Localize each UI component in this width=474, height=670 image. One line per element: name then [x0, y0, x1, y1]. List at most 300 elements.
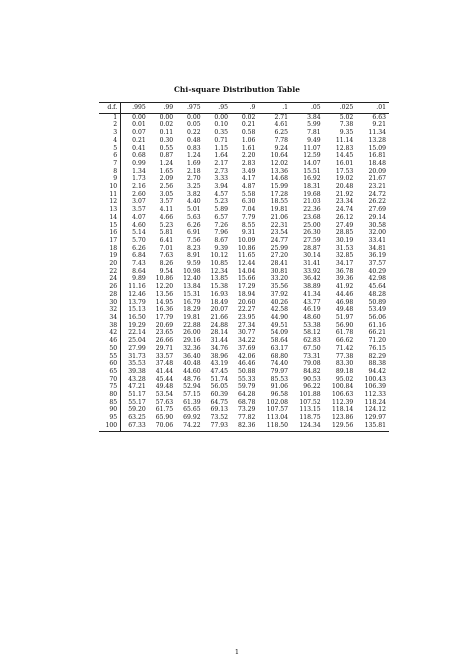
value-cell: 39.36: [335, 275, 354, 283]
column-header-prob: .01: [356, 103, 389, 114]
value-cell: 5.23: [214, 198, 228, 206]
value-cell: 20.69: [155, 321, 174, 329]
df-cell: 65: [99, 368, 121, 376]
value-cell: 3.57: [132, 206, 146, 214]
value-cell: 27.69: [368, 206, 386, 214]
value-cell: 12.46: [128, 290, 146, 298]
column-header-prob: .9: [231, 103, 258, 114]
value-cell: 15.31: [183, 290, 201, 298]
value-cell: 16.50: [128, 313, 146, 321]
value-cell: 47.21: [128, 383, 146, 391]
value-cell: 91.06: [270, 383, 289, 391]
value-cell: 1.34: [132, 167, 146, 175]
value-cell: 40.26: [270, 298, 289, 306]
value-cell: 28.85: [335, 229, 354, 237]
value-cell: 107.57: [266, 406, 289, 414]
value-cell: 2.18: [187, 167, 201, 175]
value-cell: 94.42: [368, 367, 386, 375]
value-cell: 5.70: [132, 236, 146, 244]
df-cell: 60: [99, 360, 121, 368]
value-cell: 79.97: [270, 367, 289, 375]
value-cell: 7.81: [307, 129, 321, 137]
df-cell: 15: [99, 222, 121, 230]
value-cell: 0.30: [159, 136, 174, 144]
value-cell: 10.09: [237, 236, 256, 244]
table-row: [99, 113, 389, 121]
value-cell: 59.79: [237, 383, 256, 391]
value-cell: 36.78: [335, 267, 354, 275]
value-cell: 26.00: [183, 329, 201, 337]
value-cell: 18.31: [303, 183, 321, 191]
value-cell: 9.35: [339, 129, 354, 137]
value-cell: 62.83: [303, 337, 321, 345]
table-row: [99, 360, 389, 368]
value-cell: 76.15: [368, 344, 386, 352]
value-cell: 30.19: [335, 236, 354, 244]
table-row: [99, 353, 389, 361]
df-cell: 42: [99, 329, 121, 337]
df-cell: 46: [99, 337, 121, 345]
value-cell: 42.98: [368, 275, 386, 283]
value-cell: 36.40: [183, 352, 201, 360]
value-cell: 73.29: [237, 406, 256, 414]
value-cell: 0.02: [159, 121, 174, 129]
value-cell: 37.57: [368, 260, 386, 268]
value-cell: 32.85: [335, 252, 354, 260]
value-cell: 6.84: [132, 252, 146, 260]
value-cell: 5.99: [307, 121, 321, 129]
df-cell: 55: [99, 353, 121, 361]
value-cell: 17.28: [270, 190, 289, 198]
value-cell: 18.29: [183, 306, 201, 314]
value-cell: 21.92: [335, 190, 354, 198]
table-row: [99, 283, 389, 291]
value-cell: 6.26: [132, 244, 146, 252]
table-row: [99, 337, 389, 345]
value-cell: 55.33: [237, 375, 256, 383]
page-number: 1: [234, 648, 240, 656]
value-cell: 36.19: [368, 252, 386, 260]
value-cell: 41.34: [303, 290, 321, 298]
value-cell: 0.00: [132, 113, 146, 121]
column-header-df: d.f.: [99, 103, 121, 114]
value-cell: 4.60: [132, 221, 146, 229]
value-cell: 40.48: [183, 360, 201, 368]
value-cell: 9.59: [187, 260, 201, 268]
value-cell: 22.14: [128, 329, 146, 337]
value-cell: 41.44: [155, 367, 174, 375]
value-cell: 11.07: [303, 144, 321, 152]
df-cell: 24: [99, 275, 121, 283]
value-cell: 31.41: [303, 260, 321, 268]
value-cell: 44.60: [183, 367, 201, 375]
value-cell: 4.11: [159, 206, 174, 214]
value-cell: 45.64: [368, 283, 386, 291]
value-cell: 10.64: [270, 152, 289, 160]
value-cell: 14.68: [270, 175, 289, 183]
table-row: [99, 160, 389, 168]
value-cell: 89.18: [335, 367, 354, 375]
value-cell: 0.11: [159, 129, 174, 137]
value-cell: 58.12: [303, 329, 321, 337]
value-cell: 13.56: [155, 290, 174, 298]
table-row: [99, 214, 389, 222]
value-cell: 96.22: [303, 383, 321, 391]
value-cell: 16.01: [335, 159, 354, 167]
value-cell: 82.29: [368, 352, 386, 360]
value-cell: 20.48: [335, 183, 354, 191]
table-body: [99, 113, 389, 431]
value-cell: 63.25: [128, 414, 146, 422]
value-cell: 124.34: [291, 422, 324, 431]
value-cell: 61.78: [335, 329, 354, 337]
value-cell: 3.84: [307, 113, 321, 121]
value-cell: 19.81: [183, 313, 201, 321]
value-cell: 43.77: [303, 298, 321, 306]
value-cell: 49.48: [335, 306, 354, 314]
value-cell: 8.55: [241, 221, 256, 229]
value-cell: 16.79: [183, 298, 201, 306]
df-cell: 32: [99, 306, 121, 314]
value-cell: 30.14: [303, 252, 321, 260]
table-row: [99, 175, 389, 183]
value-cell: 0.48: [187, 136, 201, 144]
value-cell: 1.24: [159, 159, 174, 167]
value-cell: 4.57: [214, 190, 228, 198]
value-cell: 2.56: [159, 183, 174, 191]
value-cell: 106.39: [364, 383, 386, 391]
value-cell: 34.81: [368, 244, 386, 252]
value-cell: 4.66: [159, 213, 174, 221]
df-cell: 30: [99, 299, 121, 307]
df-cell: 12: [99, 198, 121, 206]
value-cell: 83.30: [335, 360, 354, 368]
value-cell: 10.98: [183, 267, 201, 275]
value-cell: 5.89: [214, 206, 228, 214]
value-cell: 84.82: [303, 367, 321, 375]
value-cell: 16.36: [155, 306, 174, 314]
value-cell: 85.53: [270, 375, 289, 383]
value-cell: 3.25: [187, 183, 201, 191]
df-cell: 22: [99, 268, 121, 276]
value-cell: 68.80: [270, 352, 289, 360]
value-cell: 5.01: [187, 206, 201, 214]
value-cell: 6.63: [372, 113, 386, 121]
value-cell: 112.33: [364, 391, 386, 399]
value-cell: 69.92: [183, 414, 201, 422]
value-cell: 0.55: [159, 144, 174, 152]
value-cell: 82.36: [231, 422, 258, 431]
value-cell: 31.73: [128, 352, 146, 360]
df-cell: 17: [99, 237, 121, 245]
value-cell: 54.09: [270, 329, 289, 337]
value-cell: 33.20: [270, 275, 289, 283]
value-cell: 6.57: [214, 213, 228, 221]
df-cell: 80: [99, 391, 121, 399]
value-cell: 0.02: [241, 113, 256, 121]
table-row: [99, 368, 389, 376]
value-cell: 77.93: [204, 422, 231, 431]
value-cell: 7.26: [214, 221, 228, 229]
value-cell: 18.49: [210, 298, 228, 306]
table-row: [99, 198, 389, 206]
value-cell: 65.65: [183, 406, 201, 414]
value-cell: 8.67: [214, 236, 228, 244]
value-cell: 53.54: [155, 391, 174, 399]
value-cell: 2.60: [132, 190, 146, 198]
table-row: [99, 183, 389, 191]
table-row: [99, 414, 389, 422]
table-row: [99, 291, 389, 299]
value-cell: 53.49: [368, 306, 386, 314]
value-cell: 11.34: [368, 129, 386, 137]
column-header-prob: .99: [149, 103, 176, 114]
value-cell: 77.38: [335, 352, 354, 360]
value-cell: 50.88: [237, 367, 256, 375]
value-cell: 5.23: [159, 221, 174, 229]
value-cell: 0.71: [214, 136, 228, 144]
value-cell: 11.14: [335, 136, 354, 144]
value-cell: 35.56: [270, 283, 289, 291]
value-cell: 5.14: [132, 229, 146, 237]
value-cell: 3.82: [187, 190, 201, 198]
value-cell: 102.08: [266, 398, 289, 406]
value-cell: 51.74: [210, 375, 228, 383]
value-cell: 15.51: [303, 167, 321, 175]
table-row: [99, 345, 389, 353]
value-cell: 34.22: [237, 337, 256, 345]
value-cell: 6.30: [241, 198, 256, 206]
value-cell: 0.01: [132, 121, 146, 129]
value-cell: 107.52: [299, 398, 321, 406]
value-cell: 12.34: [210, 267, 228, 275]
value-cell: 7.56: [187, 236, 201, 244]
value-cell: 7.04: [241, 206, 256, 214]
value-cell: 41.92: [335, 283, 354, 291]
value-cell: 22.88: [183, 321, 201, 329]
value-cell: 10.12: [210, 252, 228, 260]
value-cell: 22.27: [237, 306, 256, 314]
value-cell: 118.14: [331, 406, 354, 414]
value-cell: 43.28: [128, 375, 146, 383]
value-cell: 57.15: [183, 391, 201, 399]
value-cell: 25.99: [270, 244, 289, 252]
value-cell: 6.41: [159, 236, 174, 244]
value-cell: 50.89: [368, 298, 386, 306]
value-cell: 6.26: [187, 221, 201, 229]
value-cell: 73.52: [210, 414, 228, 422]
value-cell: 15.38: [210, 283, 228, 291]
value-cell: 56.05: [210, 383, 228, 391]
df-cell: 85: [99, 399, 121, 407]
value-cell: 9.31: [241, 229, 256, 237]
value-cell: 100.84: [331, 383, 354, 391]
value-cell: 29.16: [183, 337, 201, 345]
value-cell: 7.78: [274, 136, 289, 144]
value-cell: 24.74: [335, 206, 354, 214]
value-cell: 19.81: [270, 206, 289, 214]
value-cell: 0.00: [159, 113, 174, 121]
value-cell: 12.20: [155, 283, 174, 291]
value-cell: 12.40: [183, 275, 201, 283]
value-cell: 15.13: [128, 306, 146, 314]
value-cell: 17.29: [237, 283, 256, 291]
value-cell: 0.21: [241, 121, 256, 129]
value-cell: 123.86: [331, 414, 354, 422]
value-cell: 3.49: [241, 167, 256, 175]
value-cell: 33.92: [303, 267, 321, 275]
value-cell: 9.24: [274, 144, 289, 152]
df-cell: 1: [99, 113, 121, 121]
value-cell: 1.64: [214, 152, 228, 160]
value-cell: 1.65: [159, 167, 174, 175]
value-cell: 26.66: [155, 337, 174, 345]
table-row: [99, 399, 389, 407]
value-cell: 56.06: [368, 313, 386, 321]
value-cell: 53.38: [303, 321, 321, 329]
value-cell: 5.63: [187, 213, 201, 221]
value-cell: 74.40: [270, 360, 289, 368]
df-cell: 18: [99, 245, 121, 253]
value-cell: 21.06: [270, 213, 289, 221]
value-cell: 0.87: [159, 152, 174, 160]
value-cell: 74.22: [176, 422, 203, 431]
value-cell: 2.70: [187, 175, 201, 183]
value-cell: 11.16: [128, 283, 146, 291]
value-cell: 4.17: [241, 175, 256, 183]
value-cell: 26.30: [303, 229, 321, 237]
value-cell: 17.53: [335, 167, 354, 175]
value-cell: 7.96: [214, 229, 228, 237]
value-cell: 13.28: [368, 136, 386, 144]
value-cell: 4.07: [132, 213, 146, 221]
table-row: [99, 406, 389, 414]
table-row: [99, 191, 389, 199]
table-row: [99, 322, 389, 330]
table-header: [99, 103, 389, 114]
df-cell: 28: [99, 291, 121, 299]
value-cell: 113.04: [266, 414, 289, 422]
value-cell: 14.45: [335, 152, 354, 160]
value-cell: 61.16: [368, 321, 386, 329]
table-row: [99, 422, 389, 431]
chi-square-table-container: [99, 102, 389, 432]
value-cell: 28.14: [210, 329, 228, 337]
table-row: [99, 260, 389, 268]
table-row: [99, 206, 389, 214]
value-cell: 38.89: [303, 283, 321, 291]
value-cell: 66.21: [368, 329, 386, 337]
header-row: [99, 103, 389, 114]
value-cell: 46.46: [237, 360, 256, 368]
value-cell: 37.92: [270, 290, 289, 298]
value-cell: 36.42: [303, 275, 321, 283]
value-cell: 96.58: [270, 391, 289, 399]
value-cell: 29.14: [368, 213, 386, 221]
value-cell: 5.02: [339, 113, 354, 121]
chi-square-table: [99, 102, 389, 432]
value-cell: 23.65: [155, 329, 174, 337]
value-cell: 70.06: [149, 422, 176, 431]
value-cell: 135.81: [356, 422, 389, 431]
value-cell: 7.43: [132, 260, 146, 268]
value-cell: 20.09: [368, 167, 386, 175]
value-cell: 26.22: [368, 198, 386, 206]
value-cell: 13.36: [270, 167, 289, 175]
value-cell: 9.21: [372, 121, 386, 129]
table-row: [99, 314, 389, 322]
column-header-prob: .025: [324, 103, 357, 114]
value-cell: 16.81: [368, 152, 386, 160]
column-header-prob: .05: [291, 103, 324, 114]
value-cell: 4.61: [274, 121, 289, 129]
value-cell: 31.53: [335, 244, 354, 252]
value-cell: 13.85: [210, 275, 228, 283]
value-cell: 0.10: [214, 121, 228, 129]
df-cell: 10: [99, 183, 121, 191]
value-cell: 0.58: [241, 129, 256, 137]
table-row: [99, 229, 389, 237]
value-cell: 9.89: [132, 275, 146, 283]
value-cell: 3.07: [132, 198, 146, 206]
df-cell: 50: [99, 345, 121, 353]
value-cell: 2.83: [241, 159, 256, 167]
table-row: [99, 268, 389, 276]
value-cell: 14.95: [155, 298, 174, 306]
value-cell: 44.46: [335, 290, 354, 298]
value-cell: 52.94: [183, 383, 201, 391]
value-cell: 23.54: [270, 229, 289, 237]
value-cell: 129.56: [324, 422, 357, 431]
column-header-prob: .95: [204, 103, 231, 114]
table-row: [99, 329, 389, 337]
value-cell: 113.15: [299, 406, 321, 414]
value-cell: 7.79: [241, 213, 256, 221]
value-cell: 4.87: [241, 183, 256, 191]
value-cell: 14.04: [237, 267, 256, 275]
value-cell: 71.42: [335, 344, 354, 352]
df-cell: 3: [99, 129, 121, 137]
value-cell: 95.02: [335, 375, 354, 383]
value-cell: 35.53: [128, 360, 146, 368]
value-cell: 17.79: [155, 313, 174, 321]
value-cell: 118.50: [258, 422, 291, 431]
table-row: [99, 152, 389, 160]
value-cell: 28.87: [303, 244, 321, 252]
value-cell: 40.29: [368, 267, 386, 275]
value-cell: 57.63: [155, 398, 174, 406]
value-cell: 63.17: [270, 344, 289, 352]
value-cell: 0.35: [214, 129, 228, 137]
value-cell: 13.84: [183, 283, 201, 291]
value-cell: 1.06: [241, 136, 256, 144]
table-row: [99, 391, 389, 399]
value-cell: 1.73: [132, 175, 146, 183]
value-cell: 100.43: [364, 375, 386, 383]
value-cell: 64.75: [210, 398, 228, 406]
value-cell: 51.97: [335, 313, 354, 321]
table-row: [99, 299, 389, 307]
value-cell: 68.78: [237, 398, 256, 406]
table-row: [99, 245, 389, 253]
value-cell: 2.17: [214, 159, 228, 167]
value-cell: 15.09: [368, 144, 386, 152]
value-cell: 23.34: [335, 198, 354, 206]
value-cell: 8.26: [159, 260, 174, 268]
value-cell: 1.61: [241, 144, 256, 152]
value-cell: 25.04: [128, 337, 146, 345]
value-cell: 129.97: [364, 414, 386, 422]
